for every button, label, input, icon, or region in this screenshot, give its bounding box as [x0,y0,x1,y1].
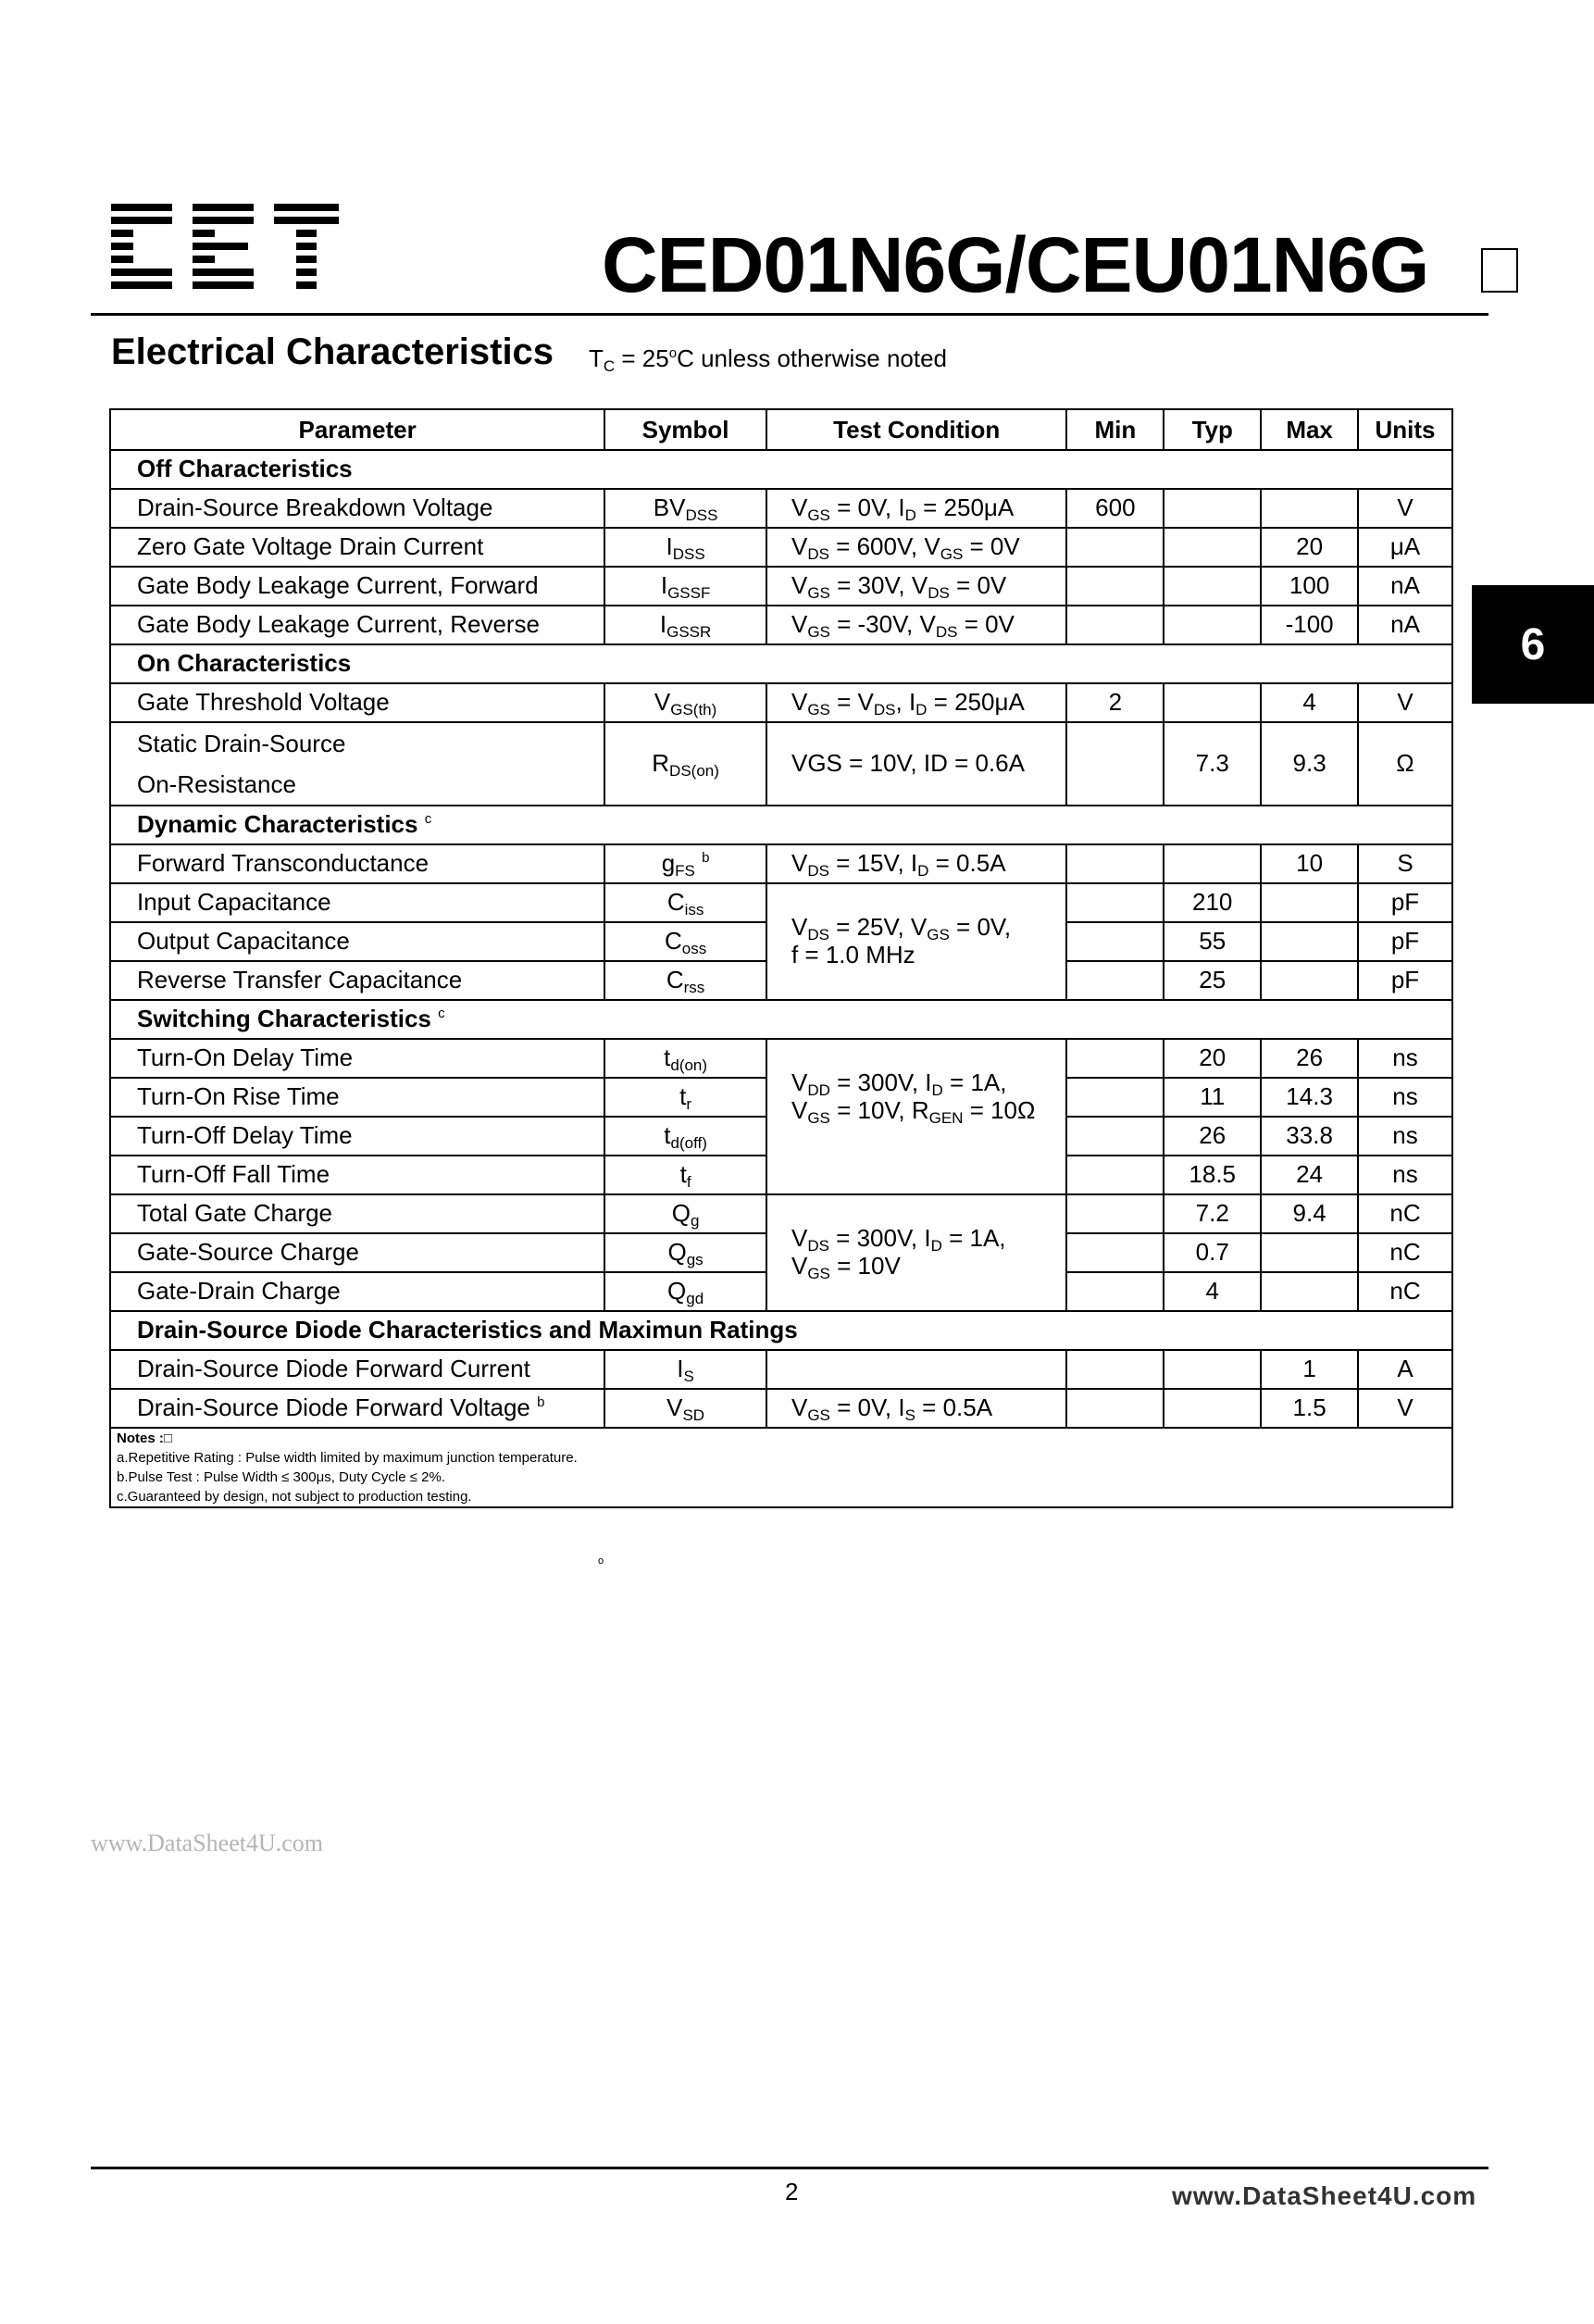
table-row [110,722,1452,806]
min-cell [1066,1194,1164,1233]
symbol-cell: $Q_g$ [604,1194,766,1233]
param-cell: Zero Gate Voltage Drain Current [110,528,604,567]
condition-cell: VGS = 10V, ID = 0.6A [766,722,1066,806]
min-cell [1066,883,1164,922]
table-row [110,1389,1452,1428]
symbol-cell: $t_{d(off)}$ [604,1117,766,1156]
symbol-cell: $R_{DS(on)}$ [604,722,766,806]
table-row [110,883,1452,922]
table-row [110,1350,1452,1389]
table-row [110,606,1452,644]
max-cell [1261,1233,1358,1272]
condition-cell: $V_{GS} = 0V$, $I_D = 250\mu A$ [766,489,1066,528]
note-c: c.Guaranteed by design, not subject to production testing. [117,1489,472,1505]
unit-cell: V [1358,1389,1452,1428]
typ-cell: 20 [1164,1039,1261,1078]
unit-cell: pF [1358,883,1452,922]
min-cell [1066,1156,1164,1194]
unit-cell: nC [1358,1194,1452,1233]
param-cell: Drain-Source Breakdown Voltage [110,489,604,528]
unit-cell: ns [1358,1117,1452,1156]
condition-cell: $V_{DS} = 600V$, $V_{GS} = 0V$ [766,528,1066,567]
table-row [110,489,1452,528]
max-cell [1261,489,1358,528]
header-units: Units [1358,409,1452,450]
symbol-cell: $I_{DSS}$ [604,528,766,567]
cet-logo [111,204,339,289]
min-cell [1066,606,1164,644]
param-cell: Static Drain-Source On-Resistance [110,722,604,806]
param-cell: Turn-Off Delay Time [110,1117,604,1156]
note-b: b.Pulse Test : Pulse Width ≤ 300μs, Duty Cycle ≤ 2%. [117,1469,445,1485]
param-cell: Output Capacitance [110,922,604,961]
typ-cell [1164,844,1261,883]
max-cell: 1 [1261,1350,1358,1389]
unit-cell: V [1358,683,1452,722]
condition-cell [766,1350,1066,1389]
electrical-characteristics-table [109,408,1453,1508]
max-cell [1261,922,1358,961]
min-cell [1066,1389,1164,1428]
typ-cell [1164,606,1261,644]
condition-cell: $V_{DD} = 300V$, $I_D = 1A$, $V_{GS} = 10V$, $R_{GEN} = 10\Omega$ [766,1039,1066,1194]
symbol-cell: $I_{GSSR}$ [604,606,766,644]
table-row [110,1039,1452,1078]
symbol-cell: $C_{iss}$ [604,883,766,922]
max-cell: 26 [1261,1039,1358,1078]
symbol-cell: $V_{GS(th)}$ [604,683,766,722]
param-cell: Drain-Source Diode Forward Voltage $^b$ [110,1389,604,1428]
typ-cell: 11 [1164,1078,1261,1117]
notes-row [110,1428,1452,1507]
min-cell [1066,1078,1164,1117]
unit-cell: ns [1358,1039,1452,1078]
table-row [110,567,1452,606]
param-cell: Drain-Source Diode Forward Current [110,1350,604,1389]
typ-cell [1164,683,1261,722]
header-symbol: Symbol [604,409,766,450]
typ-cell [1164,528,1261,567]
max-cell: 14.3 [1261,1078,1358,1117]
typ-cell: 7.3 [1164,722,1261,806]
typ-cell [1164,1389,1261,1428]
max-cell: -100 [1261,606,1358,644]
condition-cell: $V_{GS} = -30V$, $V_{DS} = 0V$ [766,606,1066,644]
section-on: On Characteristics [110,644,1452,683]
section-row [110,806,1452,844]
symbol-cell: $BV_{DSS}$ [604,489,766,528]
unit-cell: nA [1358,567,1452,606]
table-row [110,1194,1452,1233]
param-cell: Turn-On Delay Time [110,1039,604,1078]
min-cell [1066,961,1164,1000]
section-row [110,644,1452,683]
section-switching: Switching Characteristics $^c$ [110,1000,1452,1039]
max-cell: 100 [1261,567,1358,606]
param-cell: Turn-On Rise Time [110,1078,604,1117]
missing-glyph-box [1481,248,1518,293]
max-cell: 9.4 [1261,1194,1358,1233]
typ-cell: 55 [1164,922,1261,961]
typ-cell: 4 [1164,1272,1261,1311]
typ-cell: 7.2 [1164,1194,1261,1233]
symbol-cell: $C_{oss}$ [604,922,766,961]
section-title: Electrical Characteristics [111,331,554,372]
symbol-cell: $t_f$ [604,1156,766,1194]
condition-cell: $V_{DS} = 15V$, $I_D = 0.5A$ [766,844,1066,883]
unit-cell: pF [1358,922,1452,961]
param-cell: Input Capacitance [110,883,604,922]
min-cell [1066,1350,1164,1389]
note-a: a.Repetitive Rating : Pulse width limited by maximum junction temperature. [117,1450,578,1466]
max-cell: 24 [1261,1156,1358,1194]
footer-url: www.DataSheet4U.com [1172,2181,1477,2210]
symbol-cell: $Q_{gd}$ [604,1272,766,1311]
section-row [110,1000,1452,1039]
symbol-cell: $t_{d(on)}$ [604,1039,766,1078]
unit-cell: V [1358,489,1452,528]
notes-cell [110,1428,1452,1507]
table-header-row [110,409,1452,450]
header-test-condition: Test Condition [766,409,1066,450]
section-off: Off Characteristics [110,450,1452,489]
unit-cell: pF [1358,961,1452,1000]
section-condition: $T_C = 25^oC$ unless otherwise noted [589,344,948,375]
part-number-title: CED01N6G/CEU01N6G [602,221,1429,308]
typ-cell: 210 [1164,883,1261,922]
typ-cell [1164,567,1261,606]
section-diode: Drain-Source Diode Characteristics and Maximun Ratings [110,1311,1452,1350]
symbol-cell: $V_{SD}$ [604,1389,766,1428]
unit-cell: μA [1358,528,1452,567]
typ-cell: 26 [1164,1117,1261,1156]
unit-cell: S [1358,844,1452,883]
min-cell [1066,1272,1164,1311]
param-cell: Gate-Drain Charge [110,1272,604,1311]
min-cell [1066,722,1164,806]
max-cell: 10 [1261,844,1358,883]
unit-cell: Ω [1358,722,1452,806]
typ-cell [1164,1350,1261,1389]
typ-cell: 18.5 [1164,1156,1261,1194]
min-cell [1066,528,1164,567]
table-row [110,844,1452,883]
max-cell [1261,1272,1358,1311]
page-number: 2 [785,2178,799,2205]
typ-cell [1164,489,1261,528]
notes [117,1429,1446,1506]
param-cell: Turn-Off Fall Time [110,1156,604,1194]
symbol-cell: $g_{FS}$ $^b$ [604,844,766,883]
min-cell [1066,922,1164,961]
min-cell: 600 [1066,489,1164,528]
table-row [110,528,1452,567]
max-cell: 1.5 [1261,1389,1358,1428]
section-dynamic: Dynamic Characteristics $^c$ [110,806,1452,844]
unit-cell: ns [1358,1078,1452,1117]
unit-cell: ns [1358,1156,1452,1194]
section-row [110,1311,1452,1350]
symbol-cell: $Q_{gs}$ [604,1233,766,1272]
unit-cell: nA [1358,606,1452,644]
typ-cell: 25 [1164,961,1261,1000]
min-cell [1066,1117,1164,1156]
max-cell [1261,961,1358,1000]
min-cell [1066,844,1164,883]
param-cell: Gate Body Leakage Current, Reverse [110,606,604,644]
header-rule [91,313,1488,316]
param-cell: Forward Transconductance [110,844,604,883]
condition-cell: $V_{GS} = 30V$, $V_{DS} = 0V$ [766,567,1066,606]
param-cell: Gate Threshold Voltage [110,683,604,722]
max-cell: 20 [1261,528,1358,567]
symbol-cell: $t_r$ [604,1078,766,1117]
table-row [110,683,1452,722]
min-cell [1066,1233,1164,1272]
header-typ: Typ [1164,409,1261,450]
param-cell: Gate-Source Charge [110,1233,604,1272]
max-cell: 4 [1261,683,1358,722]
header-max: Max [1261,409,1358,450]
unit-cell: nC [1358,1233,1452,1272]
typ-cell: 0.7 [1164,1233,1261,1272]
symbol-cell: $I_{GSSF}$ [604,567,766,606]
watermark: www.DataSheet4U.com [91,1830,324,1856]
param-cell: Reverse Transfer Capacitance [110,961,604,1000]
min-cell: 2 [1066,683,1164,722]
condition-cell: $V_{GS} = V_{DS}$, $I_D = 250\mu A$ [766,683,1066,722]
header-min: Min [1066,409,1164,450]
max-cell: 9.3 [1261,722,1358,806]
condition-cell: $V_{GS} = 0V$, $I_S = 0.5A$ [766,1389,1066,1428]
section-row [110,450,1452,489]
footer-rule [91,2167,1488,2169]
unit-cell: nC [1358,1272,1452,1311]
param-cell: Gate Body Leakage Current, Forward [110,567,604,606]
stray-mark: o [598,1556,604,1567]
min-cell [1066,1039,1164,1078]
symbol-cell: $C_{rss}$ [604,961,766,1000]
notes-title: Notes :□ [117,1431,172,1446]
condition-cell: $V_{DS} = 25V$, $V_{GS} = 0V$, f = 1.0 MHz [766,883,1066,1000]
max-cell: 33.8 [1261,1117,1358,1156]
unit-cell: A [1358,1350,1452,1389]
symbol-cell: $I_S$ [604,1350,766,1389]
param-cell: Total Gate Charge [110,1194,604,1233]
header-parameter: Parameter [110,409,604,450]
condition-cell: $V_{DS} = 300V$, $I_D = 1A$, $V_{GS} = 10V$ [766,1194,1066,1311]
min-cell [1066,567,1164,606]
chapter-tab: 6 [1472,585,1594,704]
max-cell [1261,883,1358,922]
